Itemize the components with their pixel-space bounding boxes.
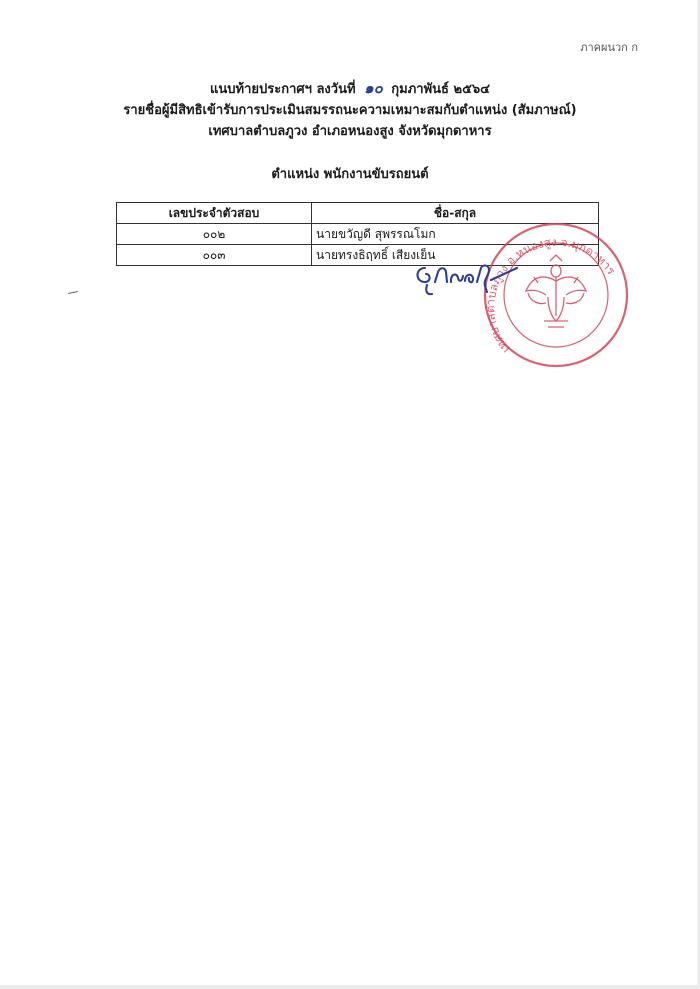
header-line-2: รายชื่อผู้มีสิทธิเข้ารับการประเมินสมรรถนะความเหมาะสมกับตำแหน่ง (สัมภาษณ์)	[123, 103, 577, 118]
handwritten-signature	[405, 258, 520, 298]
annex-label: ภาคผนวก ก	[580, 41, 638, 54]
handwritten-date: ๑๐	[364, 79, 383, 97]
exam-id-cell: ๐๐๓	[117, 245, 312, 266]
name-cell: นายทรงธิฤทธิ์ เสียงเย็น	[312, 245, 599, 266]
garuda-emblem-icon	[526, 255, 586, 327]
scan-edge-shadow-bottom	[0, 985, 700, 989]
header-line-1-prefix: แนบท้ายประกาศฯ ลงวันที่	[209, 82, 356, 97]
seal-ring-text: เทศบาลตำบลภูวง อ.หนองสูง จ.มุกดาหาร	[483, 234, 619, 357]
header-line-1	[0, 78, 700, 100]
column-header-exam-id: เลขประจำตัวสอบ	[117, 203, 312, 224]
header-line-1-suffix: กุมภาพันธ์ ๒๕๖๔	[391, 82, 491, 97]
position-title: ตำแหน่ง พนักงานขับรถยนต์	[271, 167, 429, 182]
stray-pen-mark	[68, 291, 78, 294]
header-line-3: เทศบาลตำบลภูวง อำเภอหนองสูง จังหวัดมุกดาหาร	[208, 124, 492, 139]
column-header-name: ชื่อ-สกุล	[312, 203, 599, 224]
name-cell: นายขวัญดี สุพรรณโมก	[312, 224, 599, 245]
exam-id-cell: ๐๐๒	[117, 224, 312, 245]
document-header	[0, 78, 700, 142]
